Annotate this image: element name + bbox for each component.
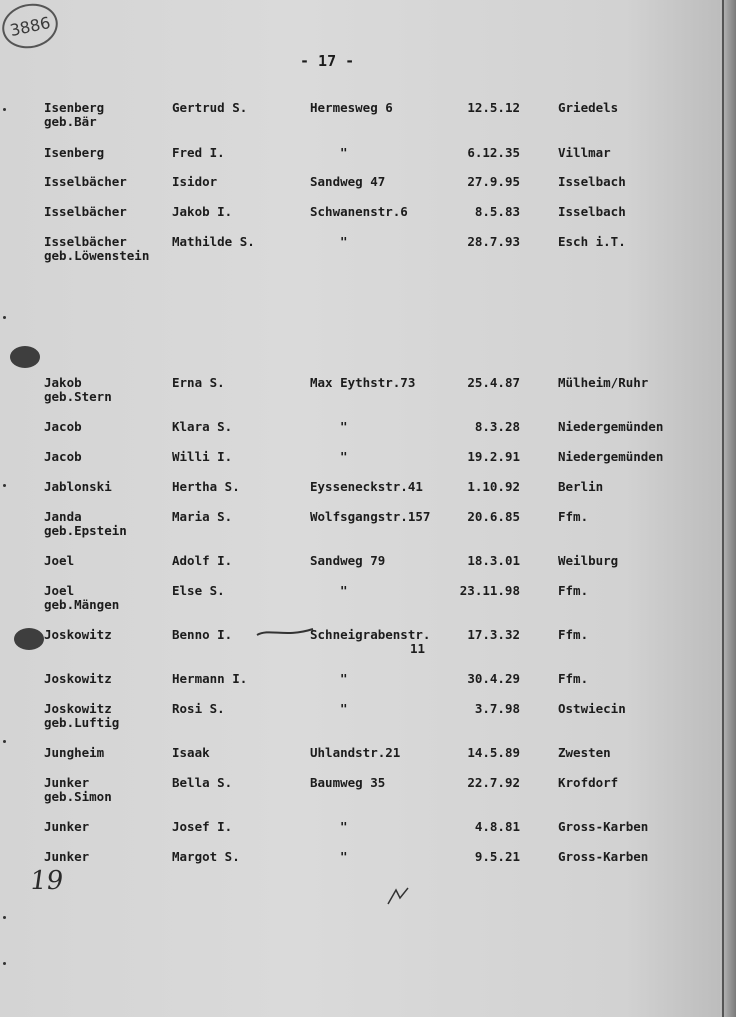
maiden-name-cell: geb.Epstein — [44, 523, 127, 538]
birth-place-cell: Krofdorf — [558, 775, 619, 790]
birth-date-cell: 8.3.28 — [474, 419, 520, 434]
surname-cell: Joskowitz — [44, 671, 112, 686]
surname-cell: Joel — [44, 553, 75, 568]
given-name-cell: Adolf I. — [172, 553, 233, 568]
birth-date-cell: 1.10.92 — [467, 479, 520, 494]
street-cell: Schneigrabenstr. — [310, 627, 431, 642]
street-cell: Wolfsgangstr.157 — [310, 509, 431, 524]
surname-cell: Junker — [44, 775, 90, 790]
street-cell: " — [340, 419, 348, 434]
given-name-cell: Erna S. — [172, 375, 225, 390]
birth-date-cell: 4.8.81 — [474, 819, 520, 834]
surname-cell: Joskowitz — [44, 627, 112, 642]
birth-place-cell: Esch i.T. — [558, 234, 626, 249]
archive-stamp — [0, 0, 62, 53]
list-item — [0, 775, 736, 815]
street-cell: Uhlandstr.21 — [310, 745, 401, 760]
birth-place-cell: Villmar — [558, 145, 611, 160]
given-name-cell: Bella S. — [172, 775, 233, 790]
street-cell: " — [340, 819, 348, 834]
street-cell: Sandweg 79 — [310, 553, 386, 568]
birth-place-cell: Berlin — [558, 479, 604, 494]
street-cell: Sandweg 47 — [310, 174, 386, 189]
surname-cell: Isselbächer — [44, 174, 127, 189]
given-name-cell: Mathilde S. — [172, 234, 255, 249]
list-item — [0, 234, 736, 274]
street-cell: " — [340, 671, 348, 686]
surname-cell: Joskowitz — [44, 701, 112, 716]
maiden-name-cell: geb.Mängen — [44, 597, 120, 612]
surname-cell: Junker — [44, 819, 90, 834]
given-name-cell: Isidor — [172, 174, 218, 189]
street-cell: Baumweg 35 — [310, 775, 386, 790]
street-cell: " — [340, 145, 348, 160]
given-name-cell: Maria S. — [172, 509, 233, 524]
list-item — [0, 375, 736, 415]
street-cell: Schwanenstr.6 — [310, 204, 408, 219]
list-item — [0, 509, 736, 549]
birth-place-cell: Mülheim/Ruhr — [558, 375, 649, 390]
birth-place-cell: Gross-Karben — [558, 849, 649, 864]
surname-cell: Joel — [44, 583, 75, 598]
list-item — [0, 100, 736, 140]
given-name-cell: Fred I. — [172, 145, 225, 160]
list-item — [0, 701, 736, 741]
street-cell: " — [340, 701, 348, 716]
street-cell: Hermesweg 6 — [310, 100, 393, 115]
birth-date-cell: 22.7.92 — [467, 775, 520, 790]
birth-date-cell: 30.4.29 — [467, 671, 520, 686]
surname-cell: Junker — [44, 849, 90, 864]
surname-cell: Jakob — [44, 375, 82, 390]
surname-cell: Isselbächer — [44, 234, 127, 249]
street-cell: Max Eythstr.73 — [310, 375, 416, 390]
birth-date-cell: 28.7.93 — [467, 234, 520, 249]
birth-place-cell: Ffm. — [558, 509, 589, 524]
given-name-cell: Gertrud S. — [172, 100, 248, 115]
birth-place-cell: Ostwiecin — [558, 701, 626, 716]
given-name-cell: Josef I. — [172, 819, 233, 834]
margin-dot — [3, 916, 6, 919]
surname-cell: Jungheim — [44, 745, 105, 760]
page-number: - 17 - — [300, 52, 355, 70]
list-item — [0, 627, 736, 667]
given-name-cell: Rosi S. — [172, 701, 225, 716]
given-name-cell: Willi I. — [172, 449, 233, 464]
surname-cell: Jacob — [44, 449, 82, 464]
street-cell: " — [340, 449, 348, 464]
list-item — [0, 583, 736, 623]
given-name-cell: Else S. — [172, 583, 225, 598]
birth-date-cell: 23.11.98 — [459, 583, 520, 598]
surname-cell: Jablonski — [44, 479, 112, 494]
birth-place-cell: Isselbach — [558, 174, 626, 189]
birth-date-cell: 27.9.95 — [467, 174, 520, 189]
birth-place-cell: Ffm. — [558, 583, 589, 598]
maiden-name-cell: geb.Simon — [44, 789, 112, 804]
street-cell: " — [340, 849, 348, 864]
birth-date-cell: 25.4.87 — [467, 375, 520, 390]
given-name-cell: Benno I. — [172, 627, 233, 642]
surname-cell: Isenberg — [44, 100, 105, 115]
birth-date-cell: 6.12.35 — [467, 145, 520, 160]
birth-date-cell: 8.5.83 — [474, 204, 520, 219]
street-cell: " — [340, 234, 348, 249]
birth-date-cell: 18.3.01 — [467, 553, 520, 568]
margin-dot — [3, 316, 6, 319]
list-item — [0, 849, 736, 889]
street-cell: " — [340, 583, 348, 598]
birth-place-cell: Zwesten — [558, 745, 611, 760]
given-name-cell: Hermann I. — [172, 671, 248, 686]
birth-date-cell: 12.5.12 — [467, 100, 520, 115]
birth-place-cell: Niedergemünden — [558, 449, 664, 464]
surname-cell: Janda — [44, 509, 82, 524]
birth-place-cell: Weilburg — [558, 553, 619, 568]
birth-date-cell: 9.5.21 — [474, 849, 520, 864]
punch-hole — [10, 346, 40, 368]
given-name-cell: Isaak — [172, 745, 210, 760]
maiden-name-cell: geb.Luftig — [44, 715, 120, 730]
given-name-cell: Jakob I. — [172, 204, 233, 219]
street-number-cell: 11 — [410, 641, 426, 656]
birth-place-cell: Ffm. — [558, 671, 589, 686]
maiden-name-cell: geb.Stern — [44, 389, 112, 404]
birth-place-cell: Isselbach — [558, 204, 626, 219]
maiden-name-cell: geb.Bär — [44, 114, 97, 129]
surname-cell: Isenberg — [44, 145, 105, 160]
street-cell: Eysseneckstr.41 — [310, 479, 423, 494]
surname-cell: Jacob — [44, 419, 82, 434]
birth-place-cell: Niedergemünden — [558, 419, 664, 434]
stamp-number: 3886 — [8, 12, 52, 40]
birth-place-cell: Ffm. — [558, 627, 589, 642]
birth-place-cell: Gross-Karben — [558, 819, 649, 834]
birth-date-cell: 20.6.85 — [467, 509, 520, 524]
birth-date-cell: 14.5.89 — [467, 745, 520, 760]
margin-dot — [3, 962, 6, 965]
birth-place-cell: Griedels — [558, 100, 619, 115]
birth-date-cell: 17.3.32 — [467, 627, 520, 642]
birth-date-cell: 19.2.91 — [467, 449, 520, 464]
handwritten-note: 19 — [27, 866, 66, 896]
birth-date-cell: 3.7.98 — [474, 701, 520, 716]
maiden-name-cell: geb.Löwenstein — [44, 248, 150, 263]
given-name-cell: Klara S. — [172, 419, 233, 434]
given-name-cell: Margot S. — [172, 849, 240, 864]
given-name-cell: Hertha S. — [172, 479, 240, 494]
surname-cell: Isselbächer — [44, 204, 127, 219]
